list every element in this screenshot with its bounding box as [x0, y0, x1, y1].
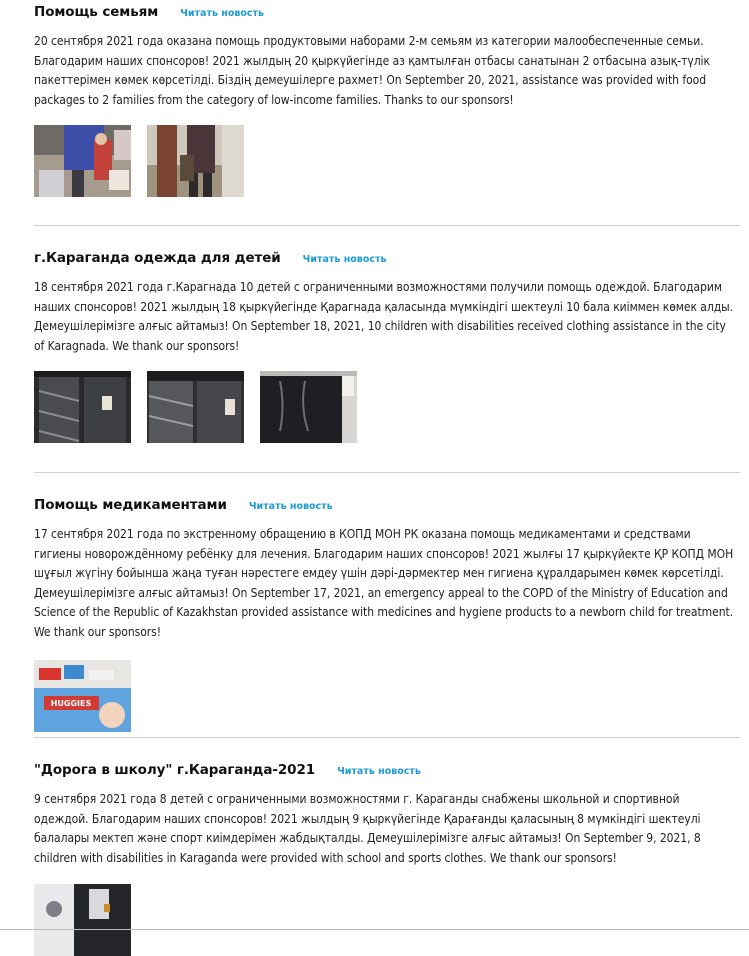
clothing-photo-thumbnail[interactable]	[147, 371, 244, 443]
news-separator	[34, 737, 740, 738]
read-news-link[interactable]: Читать новость	[302, 254, 387, 265]
read-news-link[interactable]: Читать новость	[180, 8, 265, 19]
clothing-photo-thumbnail[interactable]	[260, 371, 357, 443]
news-title: Помощь семьям	[34, 4, 159, 20]
news-header	[34, 497, 734, 513]
news-body: 17 сентября 2021 года по экстренному обращению в КОПД МОН РК оказана помощь медикаментами и средствами гигиены новорождённому ребёнку для лечения. Благодарим наших спонсоров! 2021 жылғы 17 қыркүйекте ҚР КОПД МОН шұғыл жүгіну бойынша жаңа туған нәрестеге емдеу үшін дәрі-дәрмектер мен гигиена құралдарымен көмек көрсетілді. Демеушілерімізге алғыс айтамыз! On September 17, 2021, an emergency appeal to the COPD of the Ministry of Education and Science of the Republic of Kazakhstan provided assistance with medicines and hygiene products to a newborn child for treatment. We thank our sponsors!	[34, 527, 734, 639]
news-photos	[34, 371, 734, 443]
read-news-link[interactable]: Читать новость	[248, 501, 333, 512]
news-title: Помощь медикаментами	[34, 497, 227, 513]
news-body: 20 сентября 2021 года оказана помощь продуктовыми наборами 2-м семьям из категории малообеспеченные семьи. Благодарим наших спонсоров! 2021 жылдың 20 қыркүйегінде аз қамтылған отбасы санатынан 2 отбасына азық-түлік пакеттерімен көмек көрсетілді. Біздің демеушілерге рахмет! On September 20, 2021, assistance was provided with food packages to 2 families from the category of low-income families. Thanks to our sponsors!	[34, 34, 710, 107]
news-item	[34, 762, 734, 956]
news-header	[34, 250, 734, 266]
news-photos	[34, 125, 734, 197]
news-item	[34, 250, 734, 443]
clothing-photo-thumbnail[interactable]	[34, 371, 131, 443]
news-header	[34, 762, 734, 778]
news-separator	[34, 472, 740, 473]
page-bottom-border	[0, 929, 749, 930]
news-header	[34, 4, 734, 20]
news-photos	[34, 660, 734, 732]
brand-text: HUGGIES	[50, 699, 92, 708]
news-item	[34, 4, 734, 197]
family-photo-thumbnail[interactable]	[34, 125, 131, 197]
news-title: г.Караганда одежда для детей	[34, 250, 281, 266]
news-photos	[34, 884, 734, 956]
news-separator	[34, 225, 740, 226]
news-title: "Дорога в школу" г.Караганда-2021	[34, 762, 316, 778]
school-clothes-photo-thumbnail[interactable]	[34, 884, 131, 956]
read-news-link[interactable]: Читать новость	[337, 766, 421, 777]
medicine-photo-thumbnail[interactable]	[34, 660, 131, 732]
news-body: 9 сентября 2021 года 8 детей с ограниченными возможностями г. Караганды снабжены школьной и спортивной одеждой. Благодарим наших спонсоров! 2021 жылдың 9 қыркүйегінде Қарағанды қаласының 8 мүмкіндігі шектеулі балалары мектеп және спорт киімдерімен жабдықталды. Демеушілерімізге алғыс айтамыз! On September 9, 2021, 8 children with disabilities in Karaganda were provided with school and sports clothes. We thank our sponsors!	[34, 792, 701, 865]
news-item	[34, 497, 734, 732]
family-photo-thumbnail[interactable]	[147, 125, 244, 197]
news-body: 18 сентября 2021 года г.Карагнада 10 детей с ограниченными возможностями получили помощь одеждой. Благодарим наших спонсоров! 2021 жылдың 18 қыркүйегінде Қарагнада қаласында мүмкіндігі шектеулі 10 бала киіммен көмек алды. Демеушілерімізге алғыс айтамыз! On September 18, 2021, 10 children with disabilities received clothing assistance in the city of Karagnada. We thank our sponsors!	[34, 280, 733, 353]
